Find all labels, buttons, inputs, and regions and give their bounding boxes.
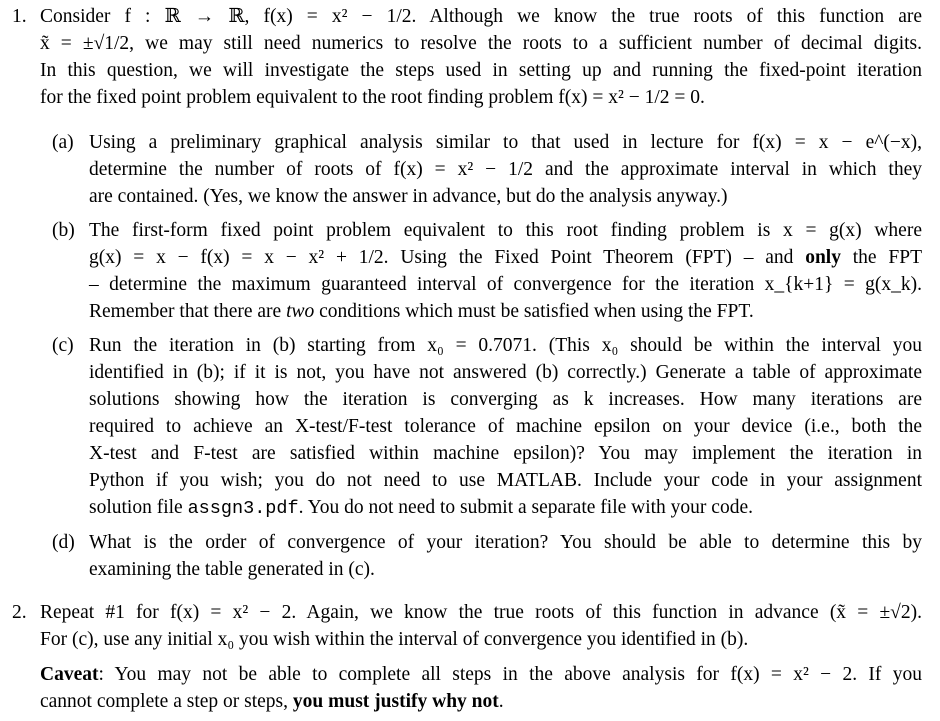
part-a-line-2: determine the number of roots of f(x) = x² − 1/2 and the approximate interval in which they — [89, 159, 922, 180]
question-1-line-2: x̃ = ±√1/2, we may still need numerics to resolve the roots to a sufficient number of decimal digits. — [40, 33, 922, 54]
caveat-line-2: cannot complete a step or steps, you must justify why not. — [40, 691, 504, 712]
question-1-line-1: Consider f : ℝ → ℝ, f(x) = x² − 1/2. Although we know the true roots of this function are — [40, 6, 922, 27]
question-1-line-3: In this question, we will investigate the steps used in setting up and running the fixed-point iteration — [40, 60, 922, 81]
part-c-label: (c) — [52, 335, 74, 356]
emphasis-justify: you must justify why not — [292, 691, 499, 712]
caveat-label: Caveat — [40, 664, 99, 685]
question-2-number: 2. — [12, 602, 27, 623]
part-c-line-4: required to achieve an X-test/F-test tolerance of machine epsilon on your device (i.e., both the — [89, 416, 922, 437]
part-c-line-3: solutions showing how the iteration is converging as k increases. How many iterations are — [89, 389, 922, 410]
part-b-line-3: – determine the maximum guaranteed interval of convergence for the iteration x_{k+1} = g(x_k). — [89, 274, 922, 295]
part-c-line-2: identified in (b); if it is not, you have not answered (b) correctly.) Generate a table of approximate — [89, 362, 922, 383]
question-2-line-2: For (c), use any initial x₀ you wish within the interval of convergence you identified in (b). — [40, 629, 749, 650]
filename-code: assgn3.pdf — [187, 498, 299, 519]
part-b-label: (b) — [52, 220, 75, 241]
part-b-line-4: Remember that there are two conditions which must be satisfied when using the FPT. — [89, 301, 754, 322]
part-b-line-1: The first-form fixed point problem equivalent to this root finding problem is x = g(x) where — [89, 220, 922, 241]
emphasis-only: only — [805, 247, 841, 268]
part-c-line-6: Python if you wish; you do not need to use MATLAB. Include your code in your assignment — [89, 470, 922, 491]
question-1-number: 1. — [12, 6, 27, 27]
question-2-line-1: Repeat #1 for f(x) = x² − 2. Again, we know the true roots of this function in advance (x̃ = ±√2). — [40, 602, 922, 623]
part-d-label: (d) — [52, 532, 75, 553]
part-a-line-3: are contained. (Yes, we know the answer in advance, but do the analysis anyway.) — [89, 186, 728, 207]
emphasis-two: two — [286, 301, 315, 322]
part-c-line-7: solution file assgn3.pdf. You do not need to submit a separate file with your code. — [89, 497, 753, 519]
part-b-line-2: g(x) = x − f(x) = x − x² + 1/2. Using the Fixed Point Theorem (FPT) – and only the FPT — [89, 247, 922, 268]
part-d-line-1: What is the order of convergence of your iteration? You should be able to determine this by — [89, 532, 922, 553]
caveat-line-1: Caveat: You may not be able to complete all steps in the above analysis for f(x) = x² − 2. If you — [40, 664, 922, 685]
part-c-line-1: Run the iteration in (b) starting from x₀ = 0.7071. (This x₀ should be within the interval you — [89, 335, 922, 356]
question-1-line-4: for the fixed point problem equivalent to the root finding problem f(x) = x² − 1/2 = 0. — [40, 87, 705, 108]
part-a-label: (a) — [52, 132, 74, 153]
part-a-line-1: Using a preliminary graphical analysis similar to that used in lecture for f(x) = x − e^(−x), — [89, 132, 922, 153]
part-d-line-2: examining the table generated in (c). — [89, 559, 375, 580]
part-c-line-5: X-test and F-test are satisfied within machine epsilon)? You may implement the iteration in — [89, 443, 922, 464]
